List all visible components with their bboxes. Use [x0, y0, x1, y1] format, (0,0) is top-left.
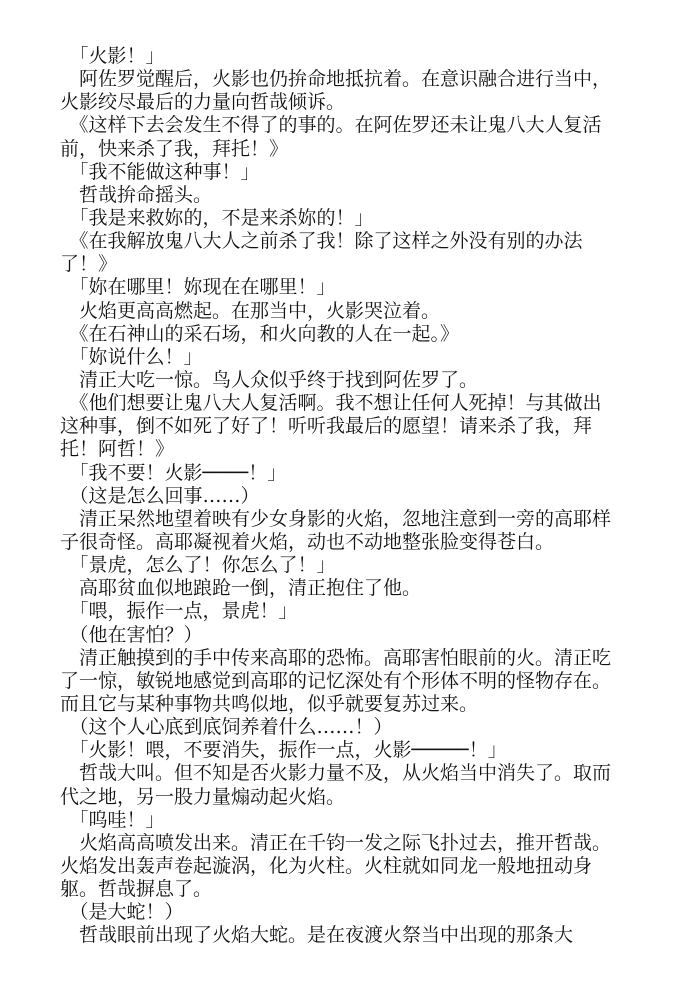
text-line: 「呜哇！」: [60, 808, 165, 831]
text-line: 火影绞尽最后的力量向哲哉倾诉。: [60, 91, 346, 114]
text-line: 子很奇怪。高耶凝视着火焰，动也不动地整张脸变得苍白。: [60, 530, 555, 553]
text-line: 「我是来救妳的，不是来杀妳的！」: [60, 206, 374, 229]
text-line: 「妳在哪里！妳现在在哪里！」: [60, 276, 336, 299]
text-line: 《这样下去会发生不得了的事的。在阿佐罗还未让鬼八大人复活: [60, 114, 602, 137]
text-line: 哲哉大叫。但不知是否火影力量不及，从火焰当中消失了。取而: [60, 762, 612, 785]
text-line: 代之地，另一股力量煽动起火焰。: [60, 785, 346, 808]
text-line: 了一惊，敏锐地感觉到高耶的记忆深处有个形体不明的怪物存在。: [60, 669, 612, 692]
text-line: 「我不要！火影────！」: [60, 461, 287, 484]
text-line: 《在石神山的采石场，和火向教的人在一起。》: [60, 322, 460, 345]
text-line: （是大蛇！）: [60, 901, 184, 924]
text-line: 前，快来杀了我，拜托！》: [60, 137, 289, 160]
text-line: 清正触摸到的手中传来高耶的恐怖。高耶害怕眼前的火。清正吃: [60, 646, 612, 669]
text-line: （这个人心底到底饲养着什么……！）: [60, 716, 393, 739]
text-line: 「妳说什么！」: [60, 345, 203, 368]
text-line: 「我不能做这种事！」: [60, 160, 260, 183]
text-line: 阿佐罗觉醒后，火影也仍拚命地抵抗着。在意识融合进行当中，: [60, 68, 612, 91]
text-line: 「火影！」: [60, 45, 165, 67]
text-line: 《他们想要让鬼八大人复活啊。我不想让任何人死掉！与其做出: [60, 392, 602, 415]
text-line: （他在害怕？）: [60, 623, 203, 646]
text-line: 「景虎，怎么了！你怎么了！」: [60, 554, 336, 577]
text-line: 哲哉拚命摇头。: [60, 183, 213, 206]
text-line: 托！阿哲！》: [60, 438, 175, 461]
text-line: 而且它与某种事物共鸣似地，似乎就要复苏过来。: [60, 692, 479, 715]
text-line: 这种事，倒不如死了好了！听听我最后的愿望！请来杀了我，拜: [60, 415, 593, 438]
text-line: 高耶贫血似地踉跄一倒，清正抱住了他。: [60, 577, 422, 600]
text-line: 火焰发出轰声卷起漩涡，化为火柱。火柱就如同龙一般地扭动身: [60, 854, 593, 877]
page-text: [60, 45, 645, 947]
text-line: 躯。哲哉摒息了。: [60, 878, 213, 901]
text-line: 《在我解放鬼八大人之前杀了我！除了这样之外没有别的办法: [60, 230, 583, 253]
text-line: 火焰高高喷发出来。清正在千钧一发之际飞扑过去，推开哲哉。: [60, 831, 612, 854]
text-line: （这是怎么回事……）: [60, 484, 260, 507]
text-line: 哲哉眼前出现了火焰大蛇。是在夜渡火祭当中出现的那条大: [60, 924, 574, 947]
text-line: 清正呆然地望着映有少女身影的火焰，忽地注意到一旁的高耶样: [60, 507, 612, 530]
text-line: 「喂，振作一点，景虎！」: [60, 600, 298, 623]
text-line: 了！》: [60, 253, 118, 276]
text-line: 火焰更高高燃起。在那当中，火影哭泣着。: [60, 299, 441, 322]
text-line: 「火影！喂，不要消失，振作一点，火影─────！」: [60, 739, 507, 762]
text-line: 清正大吃一惊。鸟人众似乎终于找到阿佐罗了。: [60, 368, 479, 391]
